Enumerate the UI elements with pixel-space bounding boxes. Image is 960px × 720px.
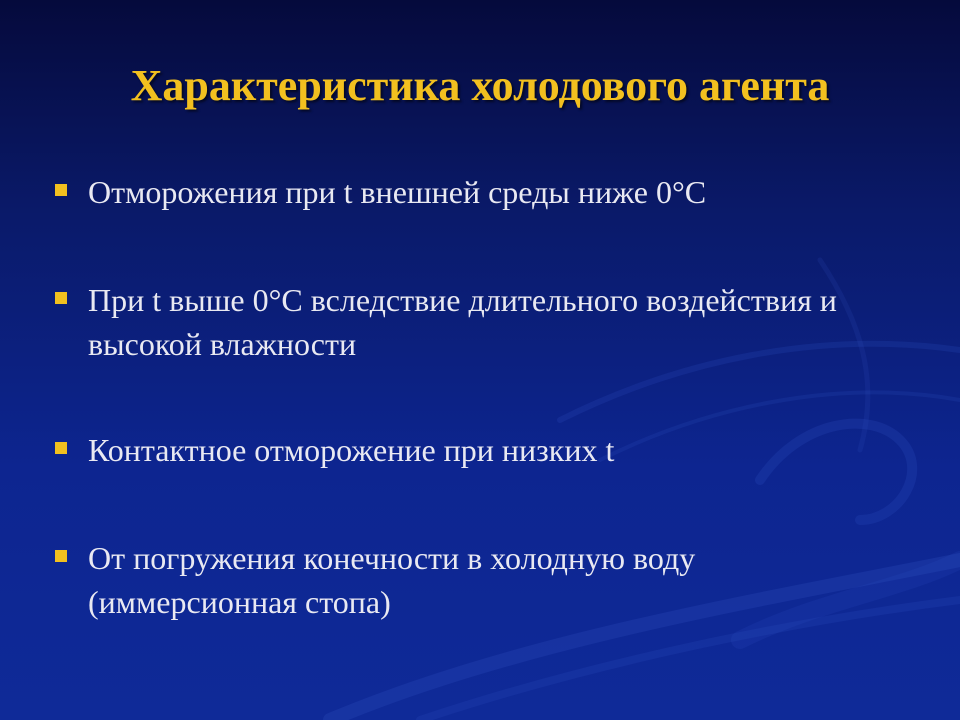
bullet-text: Контактное отморожение при низких t xyxy=(88,432,615,468)
square-bullet-icon xyxy=(55,550,67,562)
bullet-text: При t выше 0°С вследствие длительного воздействия и высокой влажности xyxy=(88,282,837,362)
bullet-text: От погружения конечности в холодную воду (иммерсионная стопа) xyxy=(88,540,696,620)
bullet-text: Отморожения при t внешней среды ниже 0°С xyxy=(88,174,707,210)
square-bullet-icon xyxy=(55,292,67,304)
slide-title: Характеристика холодового агента xyxy=(130,61,830,110)
square-bullet-icon xyxy=(55,442,67,454)
square-bullet-icon xyxy=(55,184,67,196)
